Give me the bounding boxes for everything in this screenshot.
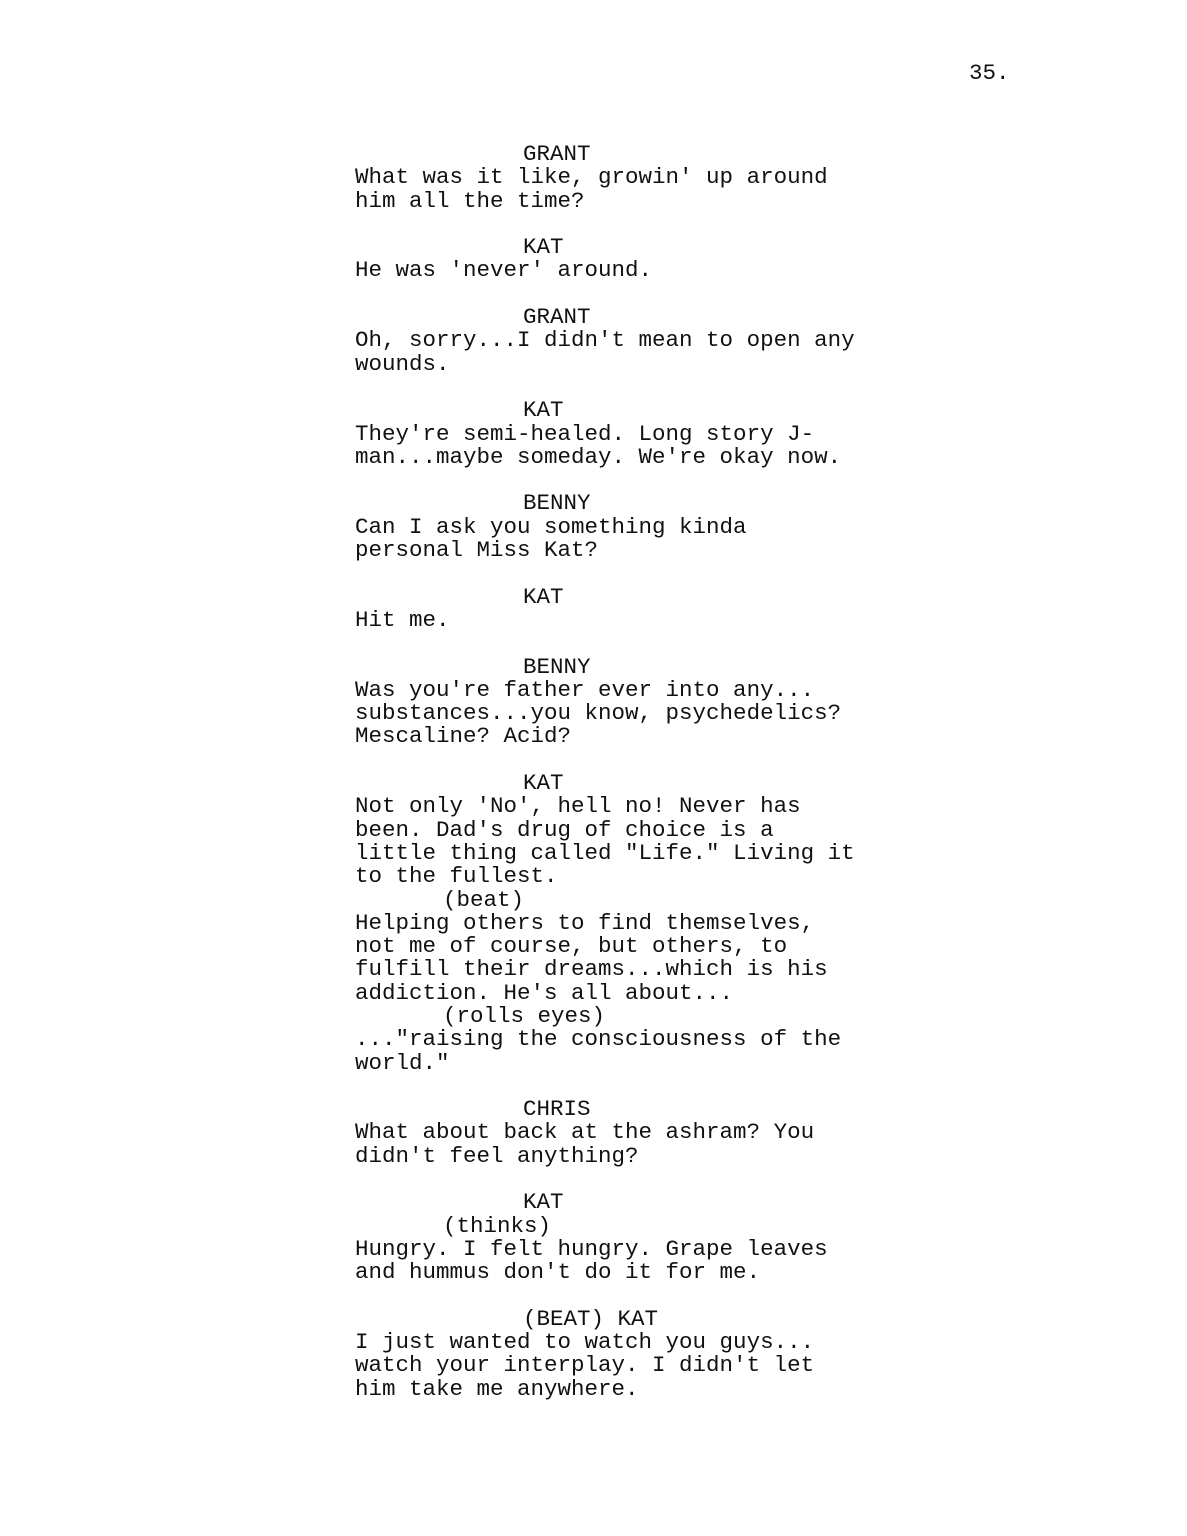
dialogue-block [355, 653, 915, 750]
character-name: BENNY [523, 653, 591, 680]
dialogue-line: personal Miss Kat? [355, 537, 599, 564]
dialogue-line: and hummus don't do it for me. [355, 1259, 761, 1286]
character-name: BENNY [523, 490, 591, 517]
dialogue-line: watch your interplay. I didn't let [355, 1352, 815, 1379]
dialogue-line: What was it like, growin' up around [355, 164, 828, 191]
dialogue-line: fulfill their dreams...which is his [355, 956, 828, 983]
character-name: KAT [523, 583, 564, 610]
character-name: KAT [523, 1189, 564, 1216]
dialogue-block [355, 399, 915, 469]
character-name: CHRIS [523, 1096, 591, 1123]
dialogue-line: him take me anywhere. [355, 1375, 639, 1402]
dialogue-line: Not only 'No', hell no! Never has [355, 793, 801, 820]
dialogue-block [355, 143, 915, 213]
dialogue-block [355, 1098, 915, 1168]
character-name: GRANT [523, 141, 591, 167]
dialogue-line: to the fullest. [355, 863, 558, 890]
dialogue-line: little thing called "Life." Living it [355, 839, 855, 866]
dialogue-line: I just wanted to watch you guys... [355, 1329, 815, 1356]
dialogue-line: ..."raising the consciousness of the [355, 1026, 842, 1053]
dialogue-line: been. Dad's drug of choice is a [355, 816, 774, 843]
dialogue-line: Mescaline? Acid? [355, 723, 572, 750]
dialogue-line: Helping others to find themselves, [355, 909, 815, 936]
dialogue-line: He was 'never' around. [355, 257, 653, 284]
dialogue-block [355, 583, 915, 633]
dialogue-line: man...maybe someday. We're okay now. [355, 443, 842, 470]
dialogue-line: Can I ask you something kinda [355, 513, 747, 540]
dialogue-block [355, 492, 915, 562]
character-name: KAT [523, 770, 564, 797]
dialogue-line: him all the time? [355, 187, 585, 214]
dialogue-line: substances...you know, psychedelics? [355, 700, 842, 727]
dialogue-line: They're semi-healed. Long story J- [355, 420, 815, 447]
dialogue-line: Was you're father ever into any... [355, 676, 815, 703]
dialogue-line: addiction. He's all about... [355, 979, 734, 1006]
parenthetical: (rolls eyes) [443, 1002, 606, 1029]
dialogue-line: What about back at the ashram? You [355, 1119, 815, 1146]
dialogue-line: world." [355, 1049, 450, 1076]
page-number: 35. [969, 60, 1010, 86]
dialogue-line: Hit me. [355, 606, 450, 633]
dialogue-line: Oh, sorry...I didn't mean to open any [355, 327, 855, 354]
parenthetical: (beat) [443, 886, 525, 913]
character-name: KAT [523, 397, 564, 424]
dialogue-line: wounds. [355, 350, 450, 377]
dialogue-block [355, 236, 915, 283]
character-name: KAT [523, 234, 564, 261]
dialogue-line: not me of course, but others, to [355, 933, 788, 960]
dialogue-block [355, 306, 915, 376]
parenthetical: (thinks) [443, 1212, 552, 1239]
character-name: (BEAT) KAT [523, 1305, 659, 1332]
dialogue-block [355, 772, 915, 1075]
screenplay-body [355, 143, 915, 1424]
dialogue-line: Hungry. I felt hungry. Grape leaves [355, 1235, 828, 1262]
character-name: GRANT [523, 304, 591, 331]
dialogue-block [355, 1191, 915, 1284]
dialogue-line: didn't feel anything? [355, 1142, 639, 1169]
dialogue-block [355, 1305, 915, 1402]
